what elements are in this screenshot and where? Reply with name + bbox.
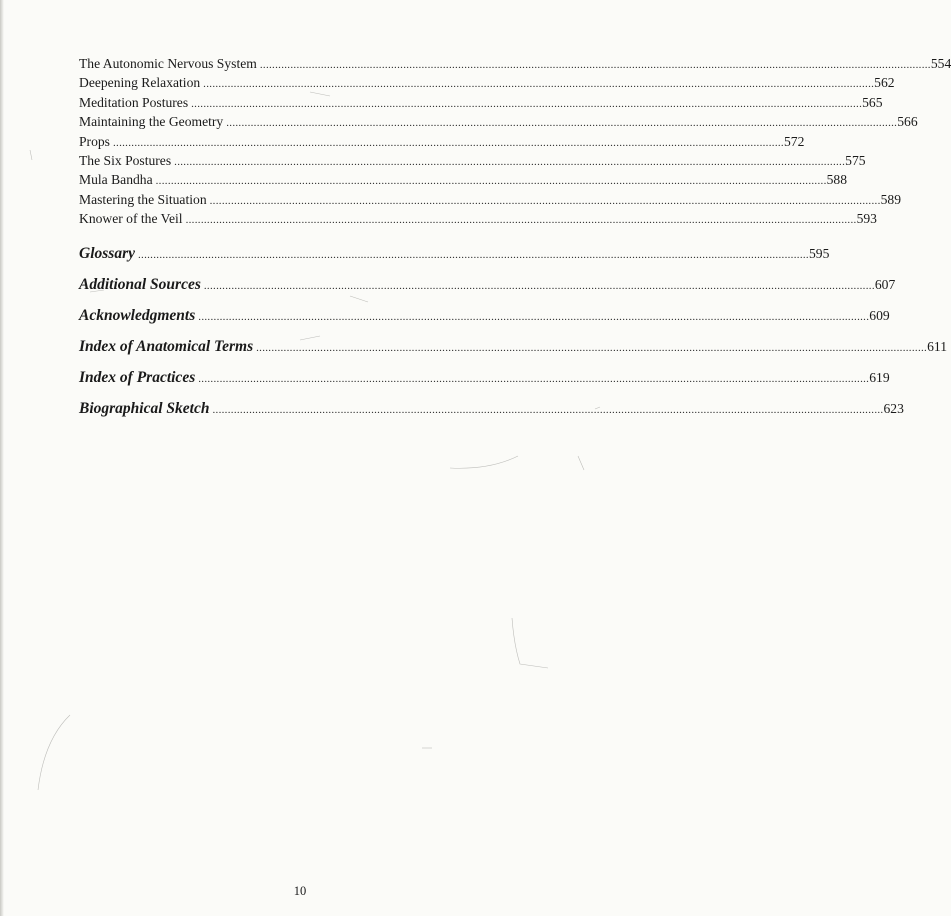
toc-entry-title: Glossary [79,244,135,262]
toc-entry-page: 588 [826,172,848,188]
toc-entry-page: 607 [874,276,896,292]
toc-entry-page: 566 [897,114,918,130]
toc-entry-page: 611 [927,338,947,354]
toc-entry-title: Maintaining the Geometry [79,114,224,130]
toc-entry-title: Index of Practices [79,368,196,386]
toc-entry-meditation-postures [79,93,883,112]
toc-entry-page: 623 [883,400,904,416]
toc-entry-deepening-relaxation [79,73,895,92]
toc-entry-title: Biographical Sketch [79,399,210,417]
toc-entry-title: The Six Postures [79,152,172,168]
toc-entry-index-of-anatomical-terms [79,331,947,362]
toc-entry-page: 619 [869,369,890,385]
toc-entry-additional-sources [79,269,896,300]
toc-entry-page: 595 [808,245,830,261]
dot-leader: ............................................................................................................................................................................................................................ [203,279,875,292]
toc-entry-mula-bandha [79,170,848,189]
dot-leader: ............................................................................................................................................................................................................................ [112,136,784,149]
dot-leader: ............................................................................................................................................................................................................................ [185,214,857,227]
toc-entry-page: 609 [869,307,890,323]
toc-entry-biographical-sketch [79,393,904,424]
toc-entry-title: The Autonomic Nervous System [79,56,257,71]
toc-entry-page: 554 [930,56,951,71]
toc-entry-autonomic-nervous-system [79,54,951,73]
page-number: 10 [293,884,307,898]
dot-leader: ............................................................................................................................................................................................................................ [198,310,870,323]
toc-entry-mastering-the-situation [79,190,902,209]
toc-entry-knower-of-the-veil [79,209,877,228]
dot-leader: ............................................................................................................................................................................................................................ [203,78,875,91]
table-of-contents [79,54,951,424]
dot-leader: ............................................................................................................................................................................................................................ [198,372,870,385]
page-edge-shadow [0,0,4,916]
dot-leader: ............................................................................................................................................................................................................................ [174,155,846,168]
toc-entry-maintaining-the-geometry [79,112,918,131]
dot-leader: ............................................................................................................................................................................................................................ [191,97,863,110]
toc-entry-title: Props [79,133,110,149]
dot-leader: ............................................................................................................................................................................................................................ [226,117,898,130]
dot-leader: ............................................................................................................................................................................................................................ [155,175,827,188]
toc-entry-acknowledgments [79,300,890,331]
toc-entry-title: Additional Sources [79,275,201,293]
toc-entry-title: Acknowledgments [79,306,196,324]
toc-entry-title: Index of Anatomical Terms [79,337,254,355]
toc-entry-title: Mastering the Situation [79,191,207,207]
toc-entry-page: 593 [856,211,877,227]
toc-entry-title: Meditation Postures [79,94,189,110]
toc-entry-the-six-postures [79,151,866,170]
toc-entry-page: 589 [880,191,902,207]
toc-entry-title: Mula Bandha [79,172,153,188]
dot-leader: ............................................................................................................................................................................................................................ [256,341,928,354]
toc-entry-page: 565 [862,94,883,110]
toc-entry-title: Knower of the Veil [79,211,183,227]
toc-entry-glossary [79,238,830,269]
toc-entry-page: 572 [783,133,805,149]
dot-leader: ............................................................................................................................................................................................................................ [209,194,881,207]
toc-entry-title: Deepening Relaxation [79,75,201,91]
dot-leader: ............................................................................................................................................................................................................................ [137,248,809,261]
dot-leader: ............................................................................................................................................................................................................................ [259,59,931,71]
toc-entry-page: 562 [874,75,895,91]
toc-entry-index-of-practices [79,362,890,393]
dot-leader: ............................................................................................................................................................................................................................ [212,403,884,416]
toc-entry-props [79,132,805,151]
toc-entry-page: 575 [845,152,866,168]
